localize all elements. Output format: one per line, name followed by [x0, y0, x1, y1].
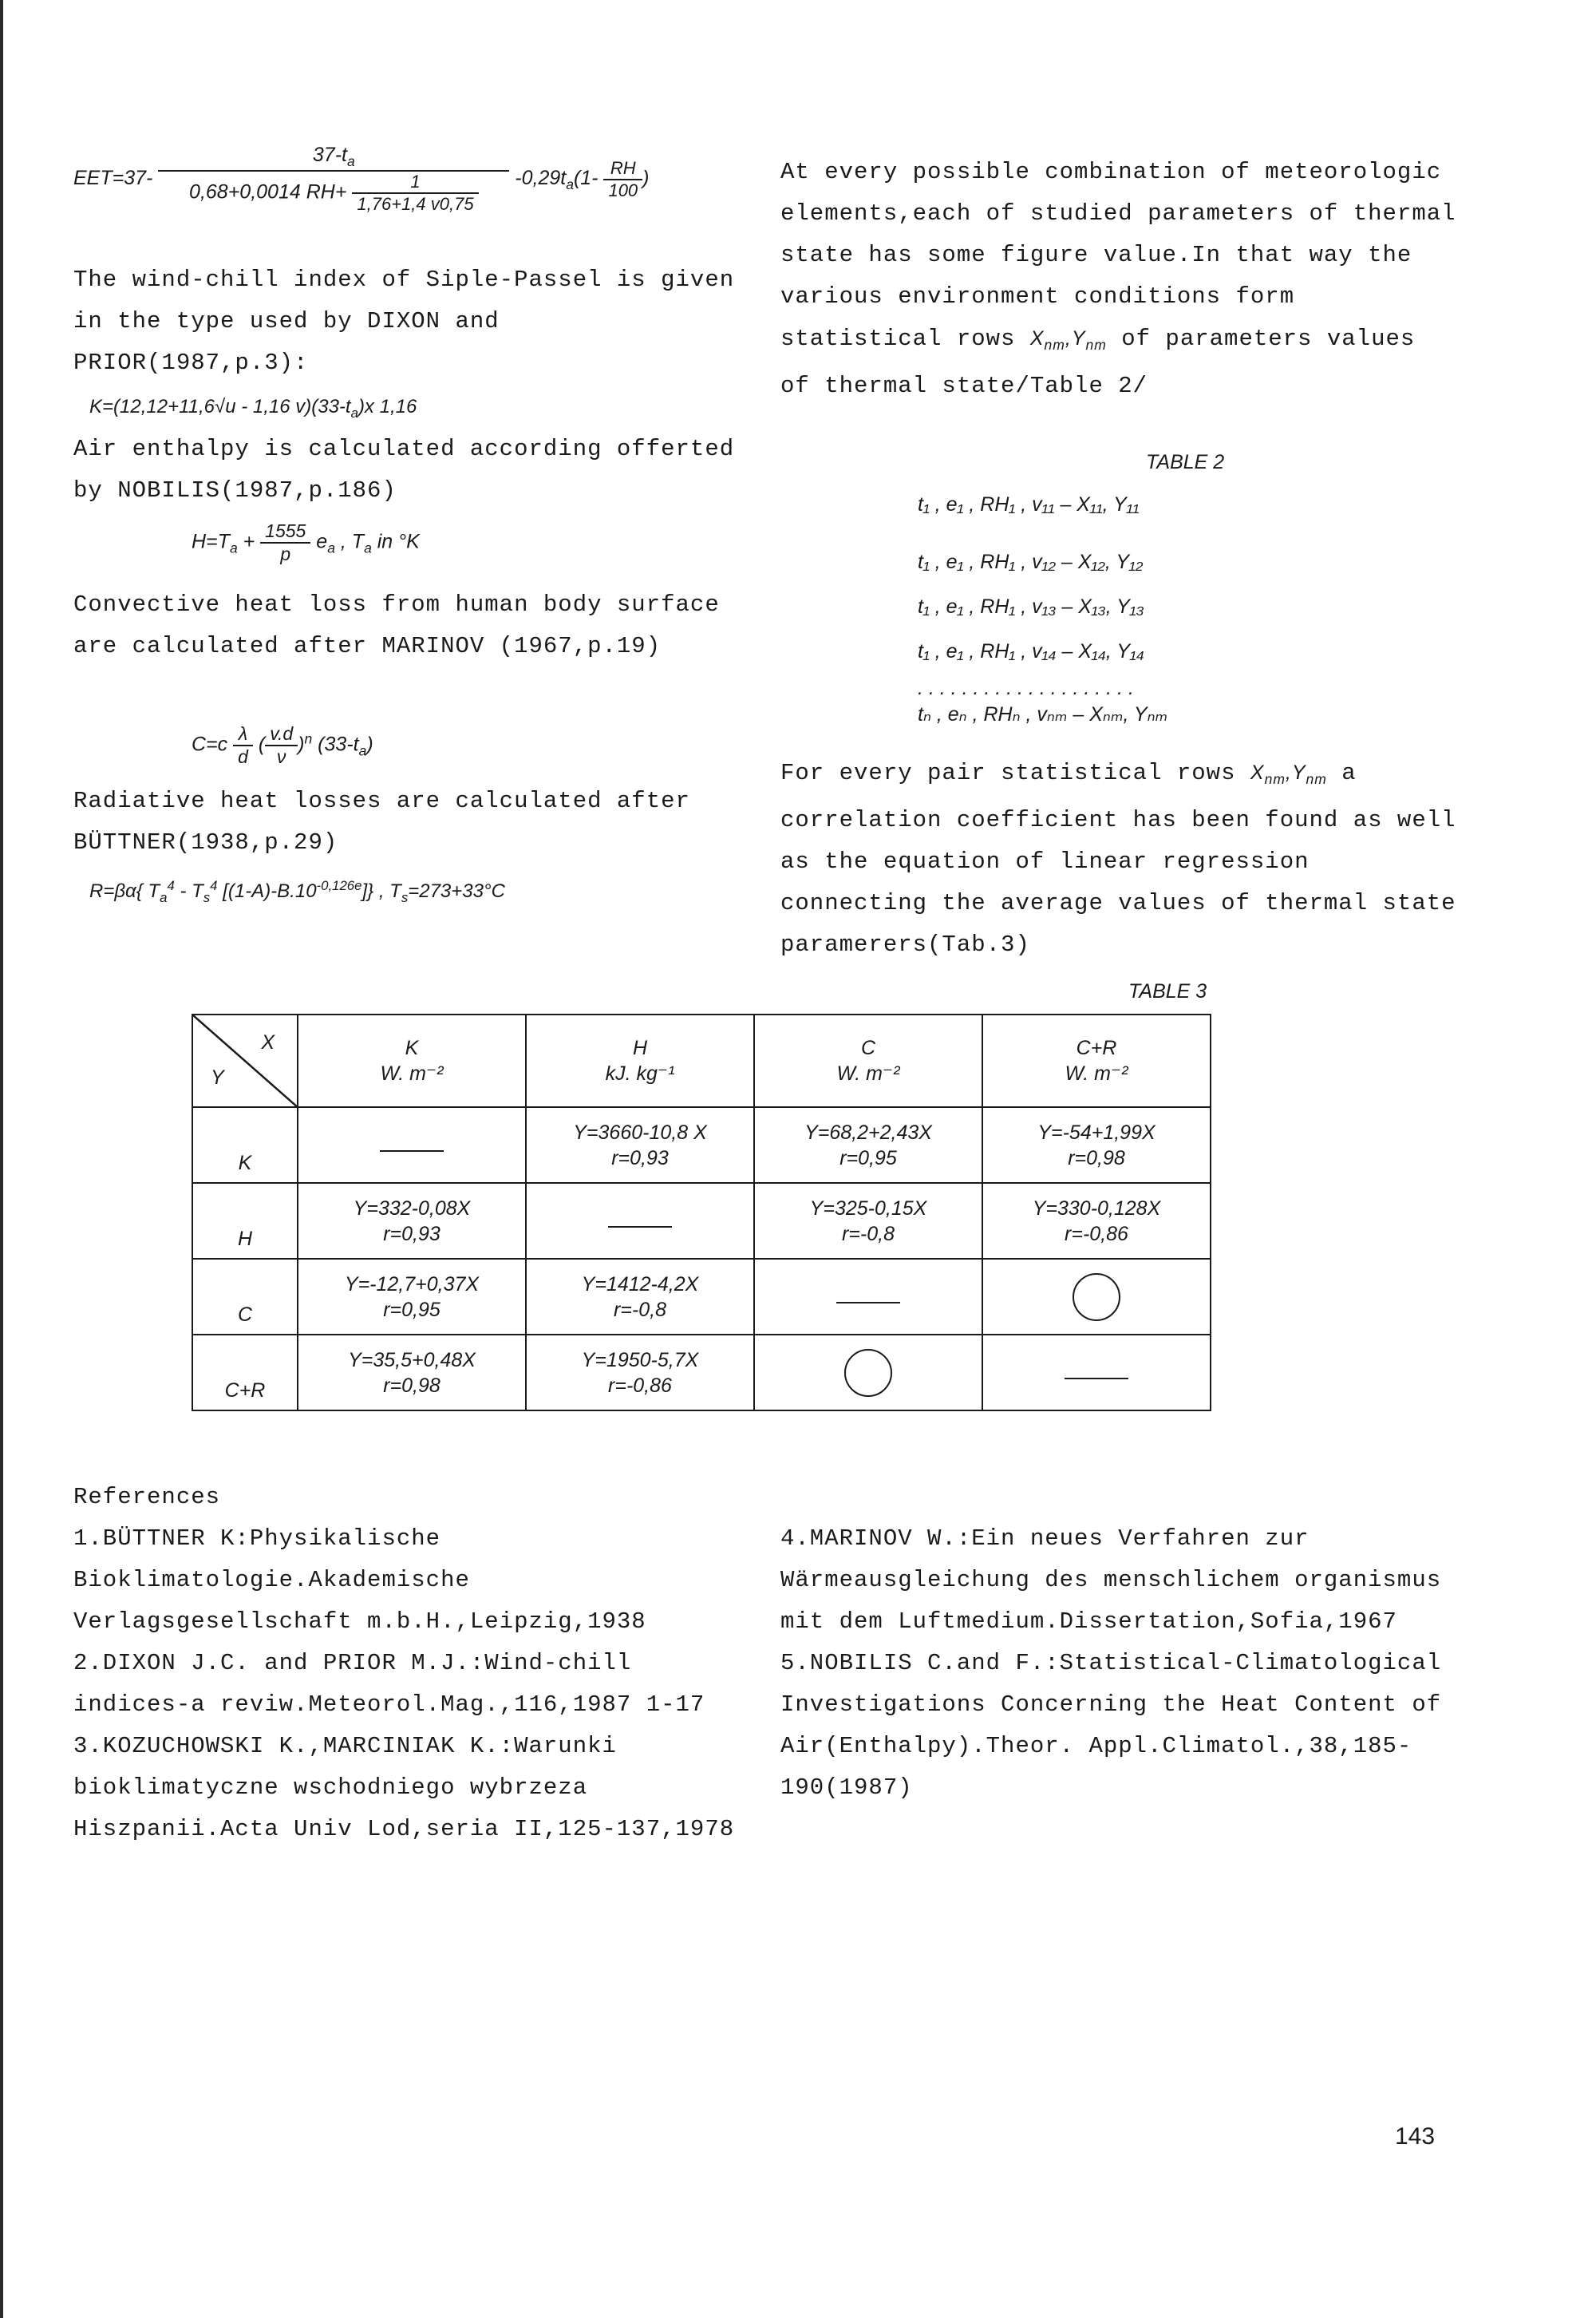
right-para1-text: At every possible combination of meteorologic elements,each of studied parameters of thermal state has some figure value.In that way the various environment conditions form statistical rows	[780, 159, 1456, 352]
cell-equation	[298, 1183, 526, 1259]
table3	[192, 1014, 1211, 1411]
right-para2-tail: a correlation coefficient has been found as well as the equation of linear regression connecting the average values of thermal state paramerers(Tab.3)	[780, 760, 1456, 958]
cell-r: r=-0,8	[841, 1222, 895, 1245]
right-para1-x: X	[1029, 327, 1045, 350]
cell-eq: Y=1412-4,2X	[581, 1272, 699, 1295]
h-e: e	[316, 530, 328, 553]
table3-col-header	[982, 1015, 1211, 1107]
c-lead: C=c	[192, 733, 228, 756]
c-open: (	[252, 733, 266, 756]
eet-inner-numerator: 1	[352, 172, 478, 194]
cell-r: r=-0,8	[613, 1298, 666, 1321]
eet-numerator-sub: a	[346, 153, 355, 169]
r-end: ]} , T	[361, 880, 401, 902]
cell-eq: Y=325-0,15X	[809, 1197, 927, 1220]
table2-row: t₁ , e₁ , RH₁ , v₁₁ – X₁₁, Y₁₁	[918, 493, 1140, 516]
cell-r: r=0,95	[839, 1146, 897, 1169]
cell-eq: Y=68,2+2,43X	[804, 1121, 932, 1144]
right-para1-y-sub: nm	[1085, 337, 1107, 353]
cell-dash	[298, 1107, 526, 1183]
cell-r: r=0,95	[383, 1298, 440, 1321]
c-lambda: λ	[233, 723, 253, 746]
row-label: K	[192, 1107, 298, 1183]
r-ts-val: =273+33°C	[408, 880, 505, 902]
row-label: H	[192, 1183, 298, 1259]
cell-equation	[526, 1107, 754, 1183]
row-label: C	[192, 1259, 298, 1335]
h-note: , T	[340, 530, 365, 553]
col-unit: kJ. kg⁻¹	[605, 1062, 675, 1085]
table3-corner-x: X	[261, 1031, 275, 1054]
r-sup-a: 4	[167, 878, 175, 893]
col-name: K	[405, 1037, 419, 1059]
reference-item: 2.DIXON J.C. and PRIOR M.J.:Wind-chill indices-a reviw.Meteorol.Mag.,116,1987 1-17	[73, 1650, 705, 1718]
h-formula	[192, 520, 420, 565]
left-para-windchill: The wind-chill index of Siple-Passel is given in the type used by DIXON and PRIOR(1987,p.3):	[73, 267, 735, 376]
reference-item: 5.NOBILIS C.and F.:Statistical-Climatological Investigations Concerning the Heat Content of Air(Enthalpy).Theor. Appl.Climatol.,38,185-190(1987)	[780, 1650, 1442, 1801]
cell-r: r=0,98	[1068, 1146, 1125, 1169]
c-tail-close: )	[366, 733, 373, 756]
right-para1-x-sub: nm	[1044, 337, 1065, 353]
table3-corner-cell	[192, 1015, 298, 1107]
cell-equation	[754, 1183, 982, 1259]
cell-eq: Y=-12,7+0,37X	[344, 1272, 480, 1295]
table3-row	[192, 1107, 1211, 1183]
left-para-radiative: Radiative heat losses are calculated after BÜTTNER(1938,p.29)	[73, 788, 690, 856]
left-para-enthalpy: Air enthalpy is calculated according offerted by NOBILIS(1987,p.186)	[73, 436, 735, 504]
r-rest: [(1-A)-B.10	[217, 880, 317, 902]
h-lead: H=T	[192, 530, 230, 553]
right-para2-text: For every pair statistical rows	[780, 760, 1236, 786]
table3-title: TABLE 3	[1128, 980, 1207, 1003]
c-close: )	[298, 733, 305, 756]
eet-rh-denominator: 100	[608, 180, 638, 200]
k-formula	[89, 396, 417, 421]
col-unit: W. m⁻²	[836, 1062, 900, 1085]
cell-equation	[526, 1259, 754, 1335]
c-vd: v.d	[265, 723, 298, 746]
eet-numerator: 37-t	[312, 144, 347, 166]
references-heading: References	[73, 1484, 221, 1510]
r-sub-s: s	[203, 889, 211, 905]
col-name: C	[860, 1037, 876, 1059]
h-numerator: 1555	[260, 520, 310, 544]
cell-equation	[298, 1259, 526, 1335]
eet-lead: EET=37-	[73, 167, 153, 190]
r-ts-sub: s	[401, 889, 409, 905]
circle-mark	[844, 1349, 892, 1397]
references-left	[73, 1518, 744, 1850]
table3-col-header	[298, 1015, 526, 1107]
page-edge-rule	[0, 0, 3, 2318]
eet-formula	[73, 144, 650, 215]
table3-row	[192, 1259, 1211, 1335]
eet-rh-numerator: RH	[603, 158, 642, 180]
cell-equation	[526, 1335, 754, 1410]
right-para-combination	[780, 152, 1459, 407]
h-denominator: p	[280, 544, 291, 564]
table2-row: t₁ , e₁ , RH₁ , v₁₄ – X₁₄, Y₁₄	[918, 640, 1144, 663]
cell-eq: Y=-54+1,99X	[1037, 1121, 1156, 1144]
cell-circle	[754, 1335, 982, 1410]
cell-eq: Y=3660-10,8 X	[573, 1121, 707, 1144]
table2-row: t₁ , e₁ , RH₁ , v₁₃ – X₁₃, Y₁₃	[918, 595, 1144, 618]
table2-row: t₁ , e₁ , RH₁ , v₁₂ – X₁₂, Y₁₂	[918, 551, 1144, 573]
h-plus: +	[237, 530, 261, 553]
right-para1-tail: of parameters values of thermal state/Table 2/	[780, 326, 1416, 399]
right-para2-xy: $X_{nm},Y_{nm}$	[1250, 761, 1327, 787]
eet-tail-sub: a	[566, 176, 574, 193]
table3-col-header	[754, 1015, 982, 1107]
eet-tail2: (1-	[573, 167, 598, 190]
right-para2-x-sub: nm	[1264, 771, 1286, 787]
h-note-tail: in °K	[371, 530, 420, 553]
cell-eq: Y=1950-5,7X	[581, 1348, 699, 1371]
h-note-sub: a	[364, 540, 372, 556]
dash-mark	[608, 1226, 672, 1228]
right-para1-xy: $X_{nm},Y_{nm}$	[1029, 327, 1107, 353]
row-label: C+R	[192, 1335, 298, 1410]
cell-eq: Y=330-0,128X	[1032, 1197, 1161, 1220]
cell-eq: Y=332-0,08X	[353, 1197, 471, 1220]
reference-item: 4.MARINOV W.:Ein neues Verfahren zur Wärmeausgleichung des menschlichem organismus mit dem Luftmedium.Dissertation,Sofia,1967	[780, 1525, 1442, 1635]
right-para1-y: Y	[1071, 327, 1086, 350]
table3-row	[192, 1335, 1211, 1410]
right-para2-y-sub: nm	[1306, 771, 1327, 787]
table2-title: TABLE 2	[1146, 451, 1225, 473]
c-exponent: n	[304, 730, 313, 747]
r-mid: - T	[174, 880, 203, 902]
cell-equation	[754, 1107, 982, 1183]
c-tail-sub: a	[358, 742, 367, 759]
c-nu: ν	[276, 746, 286, 767]
table3-col-header	[526, 1015, 754, 1107]
r-sub-a: a	[160, 889, 168, 905]
cell-eq: Y=35,5+0,48X	[348, 1348, 476, 1371]
cell-circle	[982, 1259, 1211, 1335]
cell-dash	[526, 1183, 754, 1259]
r-exponent: -0,126e	[316, 878, 362, 893]
table2-last-row: tₙ , eₙ , RHₙ , vₙₘ – Xₙₘ, Yₙₘ	[918, 703, 1168, 726]
cell-r: r=-0,86	[608, 1374, 672, 1397]
references-right	[780, 1518, 1459, 1809]
cell-r: r=0,93	[383, 1222, 440, 1245]
cell-r: r=0,98	[383, 1374, 440, 1397]
cell-equation	[982, 1183, 1211, 1259]
left-para-convective: Convective heat loss from human body surface are calculated after MARINOV (1967,p.19)	[73, 591, 720, 659]
circle-mark	[1073, 1273, 1120, 1321]
dash-mark	[380, 1150, 444, 1152]
eet-tail: -0,29t	[515, 167, 567, 190]
c-formula	[192, 723, 373, 768]
r-sup-s: 4	[210, 878, 218, 893]
cell-dash	[754, 1259, 982, 1335]
eet-close: )	[642, 167, 650, 190]
dash-mark	[1065, 1378, 1128, 1379]
col-unit: W. m⁻²	[1065, 1062, 1128, 1085]
eet-denominator-lead: 0,68+0,0014 RH+	[189, 180, 347, 204]
cell-equation	[298, 1335, 526, 1410]
h-e-sub: a	[327, 540, 335, 556]
c-d: d	[238, 746, 248, 767]
table3-row	[192, 1183, 1211, 1259]
col-name: H	[632, 1037, 648, 1059]
right-para2-y: Y	[1291, 761, 1306, 784]
col-unit: W. m⁻²	[380, 1062, 444, 1085]
right-para-correlation	[780, 752, 1459, 966]
r-lead: R=βα{ T	[89, 880, 160, 902]
r-formula	[89, 878, 505, 906]
cell-dash	[982, 1335, 1211, 1410]
page-number: 143	[1395, 2123, 1436, 2150]
h-lead-sub: a	[229, 540, 238, 556]
k-formula-sub: a	[350, 405, 358, 421]
eet-inner-denominator: 1,76+1,4 v0,75	[357, 194, 474, 214]
reference-item: 1.BÜTTNER K:Physikalische Bioklimatologie.Akademische Verlagsgesellschaft m.b.H.,Leipzig,1938	[73, 1525, 646, 1635]
c-tail: (33-t	[312, 733, 359, 756]
table2-dots: . . . . . . . . . . . . . . . . . . . .	[918, 677, 1134, 699]
reference-item: 3.KOZUCHOWSKI K.,MARCINIAK K.:Warunki bioklimatyczne wschodniego wybrzeza Hiszpanii.Acta Univ Lod,seria II,125-137,1978	[73, 1733, 735, 1842]
table3-corner-y: Y	[211, 1066, 224, 1089]
k-formula-main: K=(12,12+11,6√u - 1,16 v)(33-t	[89, 396, 351, 417]
cell-equation	[982, 1107, 1211, 1183]
table3-corner-diagonal	[193, 1015, 298, 1108]
dash-mark	[836, 1302, 900, 1303]
right-para2-x: X	[1250, 761, 1265, 784]
cell-r: r=-0,86	[1065, 1222, 1128, 1245]
cell-r: r=0,93	[611, 1146, 669, 1169]
col-name: C+R	[1076, 1037, 1117, 1059]
k-formula-tail: )x 1,16	[358, 396, 417, 417]
